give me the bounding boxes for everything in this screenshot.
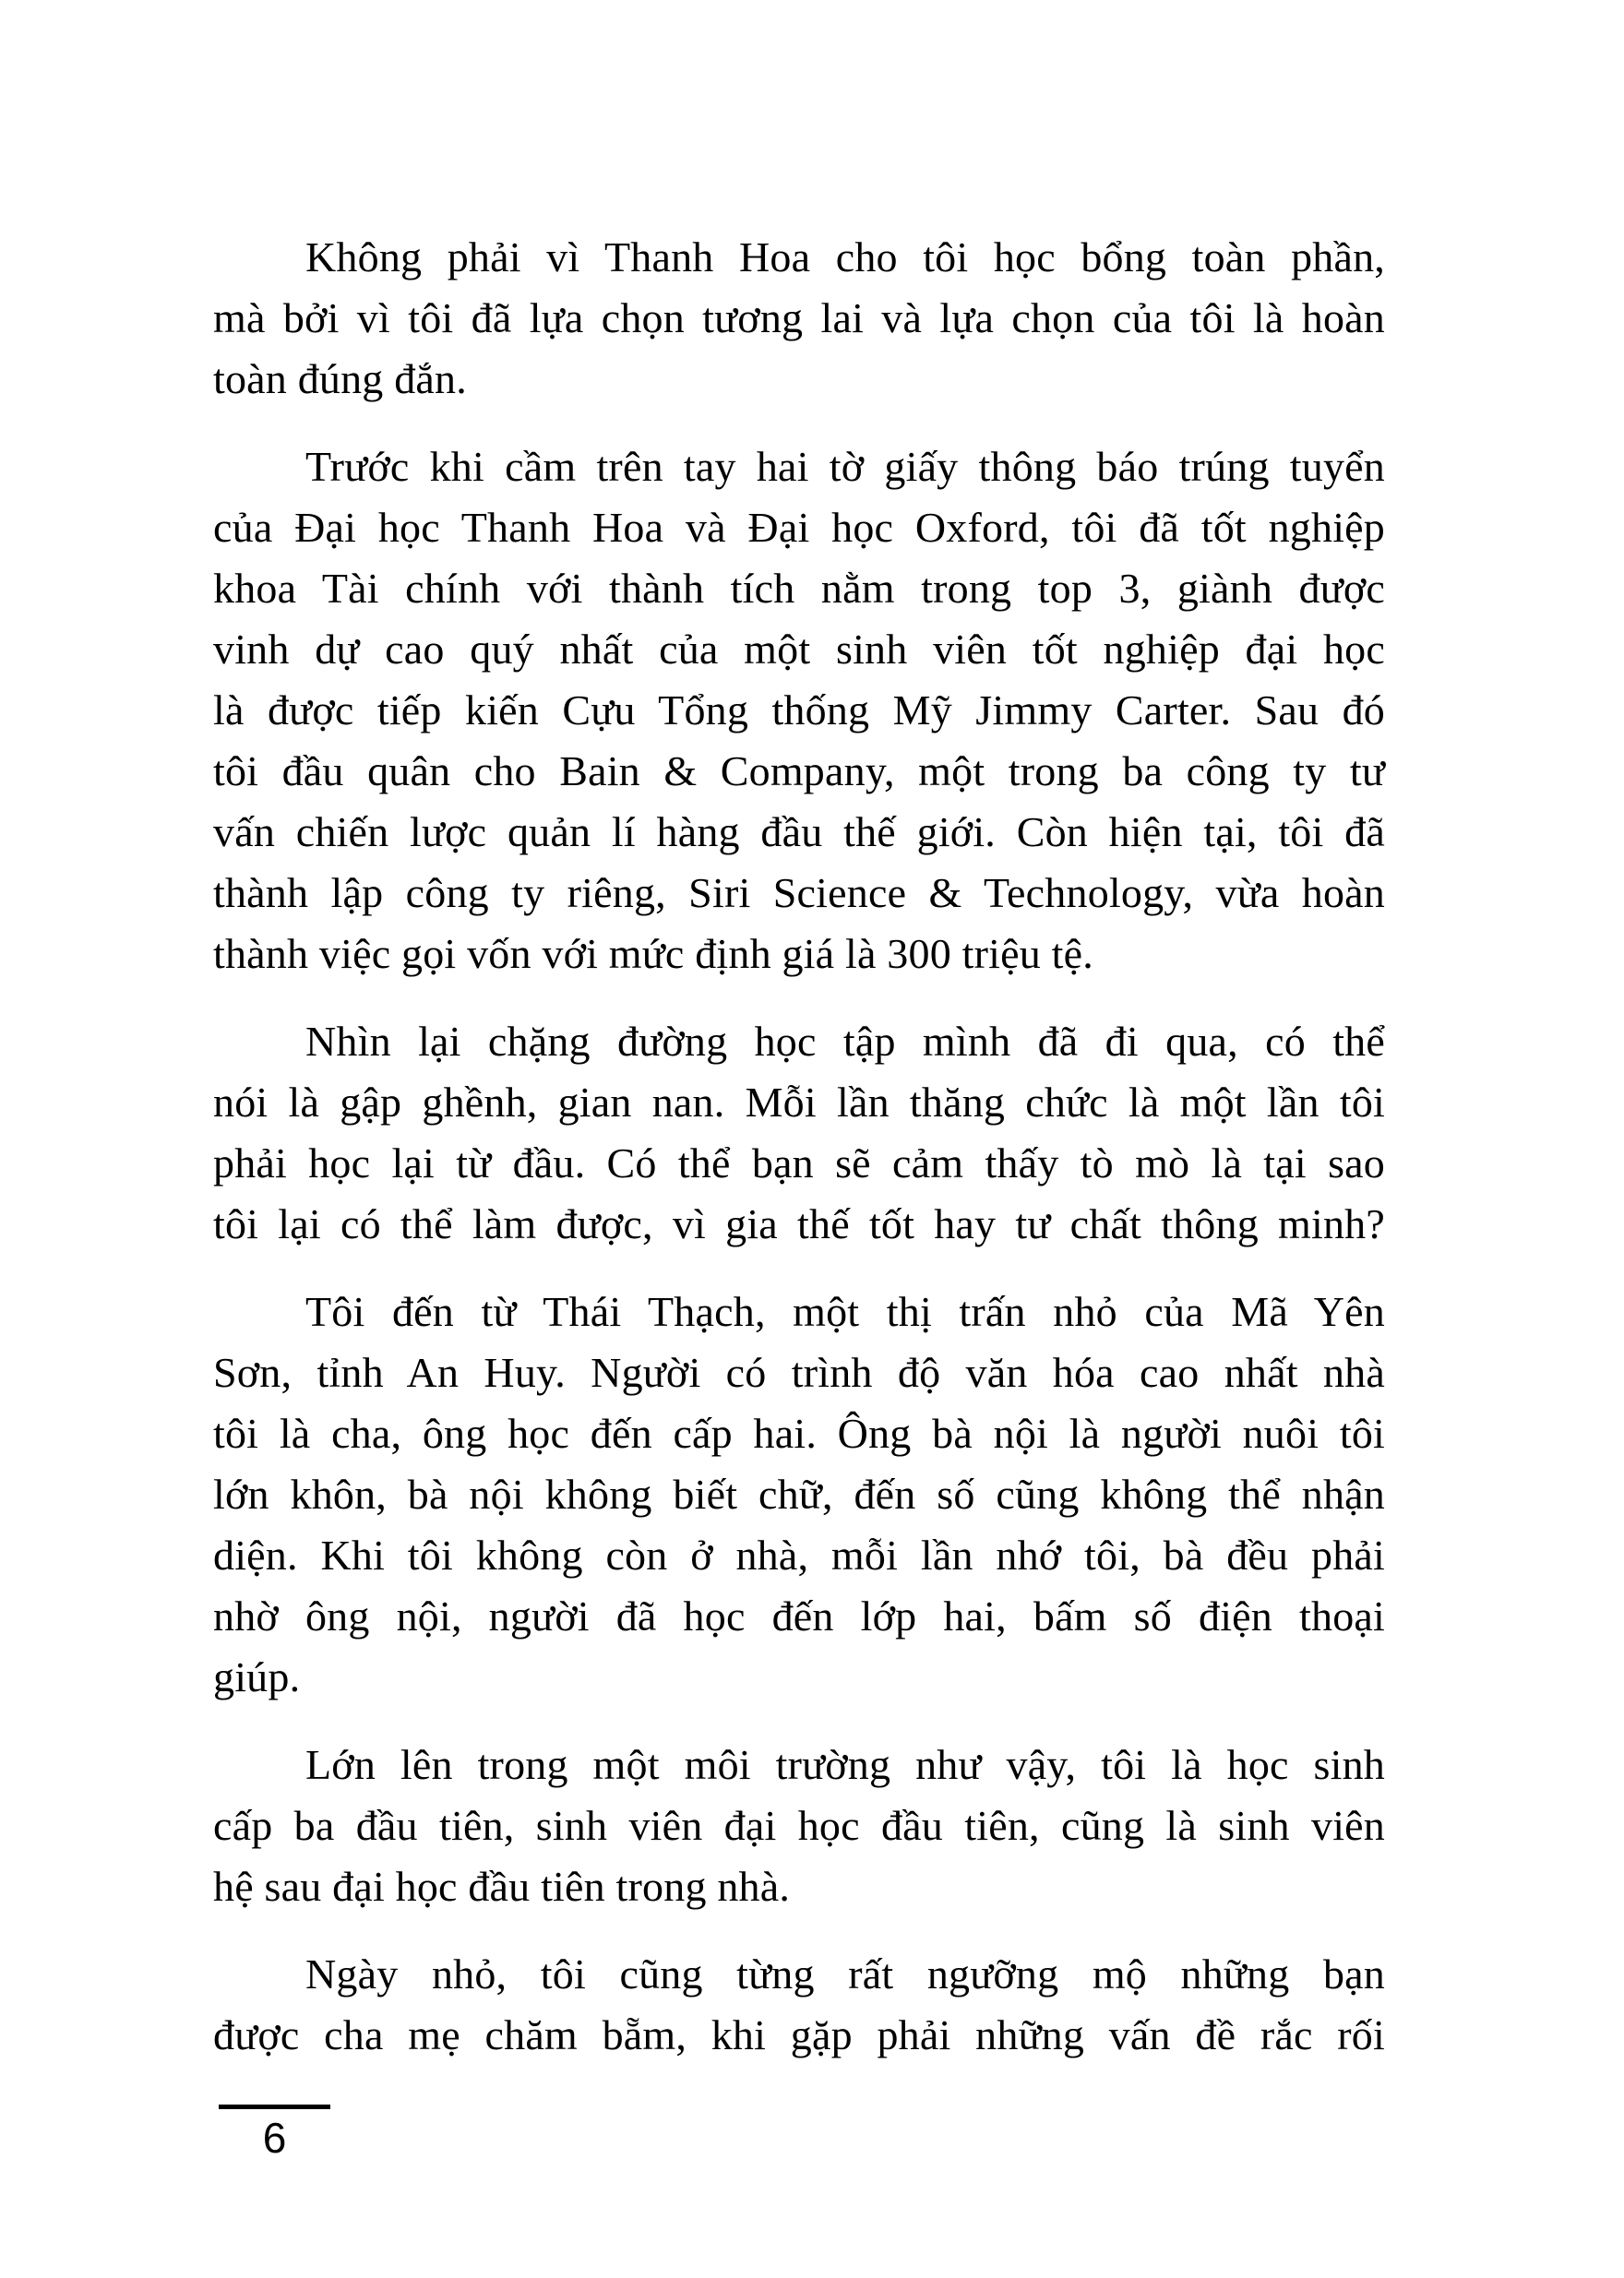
text-line: là được tiếp kiến Cựu Tổng thống Mỹ Jimmy Carter. Sau đó [213,686,1385,733]
page-footer [219,2105,330,2161]
text-line: toàn đúng đắn. [213,355,467,402]
text-line: nói là gập ghềnh, gian nan. Mỗi lần thăng chức là một lần tôi [213,1079,1385,1126]
paragraph-3 [213,1011,1385,1255]
paragraph-2 [213,436,1385,984]
text-line: tôi là cha, ông học đến cấp hai. Ông bà nội là người nuôi tôi [213,1410,1385,1457]
text-line: Trước khi cầm trên tay hai tờ giấy thông báo trúng tuyển [305,443,1385,490]
text-line: giúp. [213,1653,301,1700]
text-line: khoa Tài chính với thành tích nằm trong top 3, giành được [213,565,1385,612]
text-block [213,227,1385,2093]
page-number: 6 [262,2114,287,2162]
text-line: vấn chiến lược quản lí hàng đầu thế giới. Còn hiện tại, tôi đã [213,808,1385,855]
text-line: của Đại học Thanh Hoa và Đại học Oxford, tôi đã tốt nghiệp [213,504,1385,551]
text-line: tôi đầu quân cho Bain & Company, một trong ba công ty tư [213,747,1385,794]
footer-rule [219,2105,330,2109]
text-line: cấp ba đầu tiên, sinh viên đại học đầu tiên, cũng là sinh viên [213,1802,1385,1849]
text-line: phải học lại từ đầu. Có thể bạn sẽ cảm thấy tò mò là tại sao [213,1139,1385,1187]
text-line: được cha mẹ chăm bẵm, khi gặp phải những vấn đề rắc rối [213,2011,1385,2058]
text-line: mà bởi vì tôi đã lựa chọn tương lai và lựa chọn của tôi là hoàn [213,294,1385,341]
text-line: lớn khôn, bà nội không biết chữ, đến số cũng không thể nhận [213,1471,1385,1518]
text-line: Lớn lên trong một môi trường như vậy, tôi là học sinh [305,1741,1385,1788]
paragraph-4 [213,1282,1385,1708]
text-line: thành lập công ty riêng, Siri Science & Technology, vừa hoàn [213,869,1385,916]
text-line: hệ sau đại học đầu tiên trong nhà. [213,1863,791,1910]
text-line: Sơn, tỉnh An Huy. Người có trình độ văn hóa cao nhất nhà [213,1349,1385,1396]
text-line: thành việc gọi vốn với mức định giá là 300 triệu tệ. [213,930,1093,977]
text-line: Tôi đến từ Thái Thạch, một thị trấn nhỏ của Mã Yên [305,1288,1385,1335]
text-line: Ngày nhỏ, tôi cũng từng rất ngưỡng mộ những bạn [305,1950,1385,1998]
paragraph-6 [213,1944,1385,2066]
text-line: diện. Khi tôi không còn ở nhà, mỗi lần nhớ tôi, bà đều phải [213,1532,1385,1579]
paragraph-1 [213,227,1385,410]
text-line: nhờ ông nội, người đã học đến lớp hai, bấm số điện thoại [213,1592,1385,1640]
text-line: vinh dự cao quý nhất của một sinh viên tốt nghiệp đại học [213,626,1385,673]
text-line: Nhìn lại chặng đường học tập mình đã đi qua, có thể [305,1018,1385,1065]
paragraph-5 [213,1735,1385,1917]
text-line: Không phải vì Thanh Hoa cho tôi học bổng toàn phần, [305,233,1385,280]
text-line: tôi lại có thể làm được, vì gia thế tốt hay tư chất thông minh? [213,1200,1385,1247]
